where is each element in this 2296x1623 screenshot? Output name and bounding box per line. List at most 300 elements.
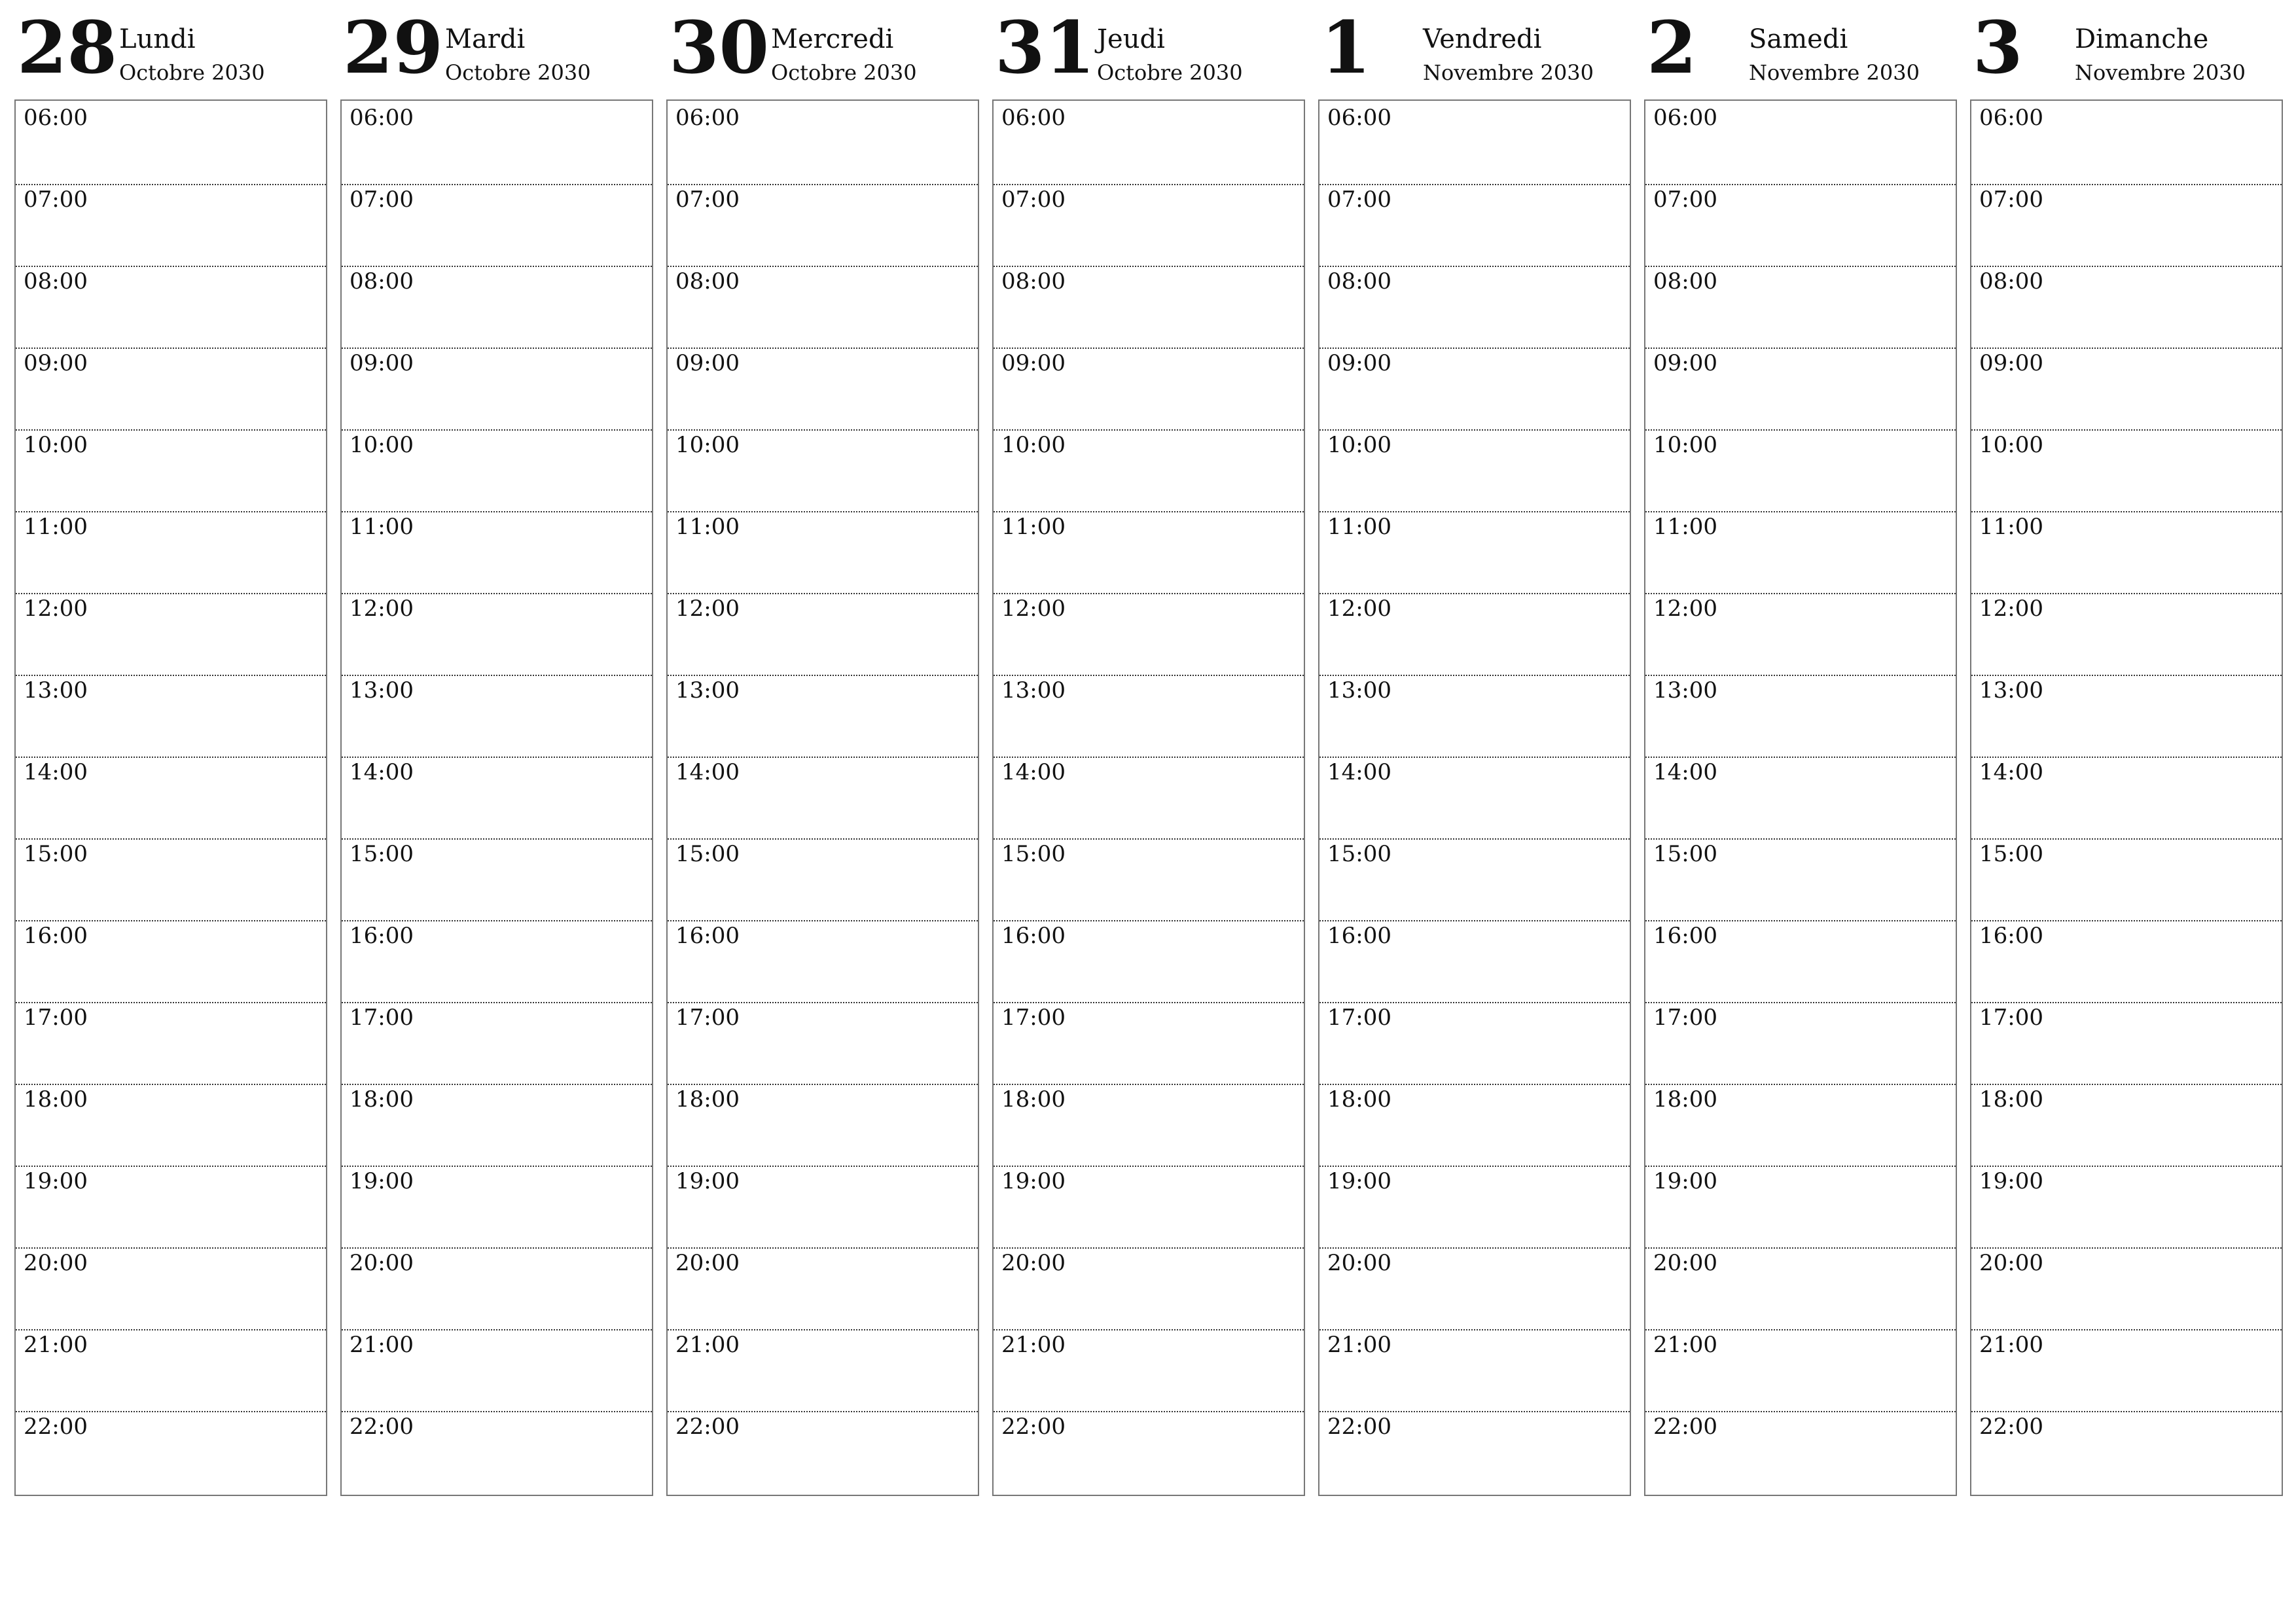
time-slot[interactable] — [342, 102, 652, 184]
time-slot[interactable] — [16, 184, 326, 266]
time-slot[interactable] — [16, 1411, 326, 1493]
time-slot[interactable] — [342, 511, 652, 593]
time-slot[interactable] — [16, 511, 326, 593]
slot-time-label: 16:00 — [350, 923, 414, 949]
slot-divider — [1971, 1247, 2282, 1249]
slot-time-label: 18:00 — [1653, 1086, 1717, 1113]
time-slot[interactable] — [342, 920, 652, 1002]
slot-time-label: 20:00 — [1653, 1250, 1717, 1276]
slot-time-label: 15:00 — [675, 841, 740, 867]
time-slot[interactable] — [994, 1166, 1304, 1247]
day-number: 29 — [343, 5, 444, 90]
time-slot[interactable] — [994, 757, 1304, 838]
time-slot[interactable] — [1319, 429, 1630, 511]
slot-divider — [1319, 1084, 1630, 1085]
time-slot[interactable] — [1971, 1411, 2282, 1493]
slot-divider — [1971, 757, 2282, 758]
slot-divider — [1319, 511, 1630, 512]
time-slot[interactable] — [1971, 102, 2282, 184]
slot-time-label: 22:00 — [1979, 1414, 2043, 1440]
slot-time-label: 17:00 — [1979, 1005, 2043, 1031]
slot-divider — [1971, 511, 2282, 512]
slot-time-label: 06:00 — [1327, 105, 1391, 131]
slot-divider — [994, 266, 1304, 267]
slot-time-label: 13:00 — [1979, 677, 2043, 704]
time-slot[interactable] — [668, 1084, 978, 1166]
slot-divider — [1319, 348, 1630, 349]
slot-divider — [1971, 1411, 2282, 1412]
time-slot[interactable] — [1971, 1084, 2282, 1166]
time-slot[interactable] — [1645, 184, 1956, 266]
slot-divider — [342, 1411, 652, 1412]
slot-divider — [16, 920, 326, 921]
slot-time-label: 10:00 — [1327, 432, 1391, 458]
time-slot[interactable] — [342, 1084, 652, 1166]
time-slot[interactable] — [1645, 1411, 1956, 1493]
slot-time-label: 10:00 — [1001, 432, 1066, 458]
time-slot[interactable] — [16, 1084, 326, 1166]
time-slot[interactable] — [668, 593, 978, 675]
slot-time-label: 08:00 — [1979, 268, 2043, 294]
slot-time-label: 11:00 — [1653, 514, 1717, 540]
slot-divider — [668, 429, 978, 431]
slot-time-label: 18:00 — [350, 1086, 414, 1113]
time-slot[interactable] — [1645, 1329, 1956, 1411]
time-slot[interactable] — [1645, 429, 1956, 511]
slot-time-label: 18:00 — [24, 1086, 88, 1113]
time-slot[interactable] — [342, 838, 652, 920]
time-slot[interactable] — [1645, 920, 1956, 1002]
time-slot[interactable] — [994, 511, 1304, 593]
time-slot[interactable] — [668, 1247, 978, 1329]
slot-divider — [16, 1166, 326, 1167]
day-number: 1 — [1321, 5, 1371, 90]
day-schedule-box[interactable] — [1644, 99, 1957, 1496]
slot-time-label: 13:00 — [1001, 677, 1066, 704]
slot-time-label: 19:00 — [675, 1168, 740, 1194]
time-slot[interactable] — [1319, 348, 1630, 429]
slot-divider — [16, 429, 326, 431]
day-schedule-box[interactable] — [1318, 99, 1631, 1496]
time-slot[interactable] — [994, 429, 1304, 511]
slot-time-label: 12:00 — [1327, 596, 1391, 622]
slot-time-label: 22:00 — [675, 1414, 740, 1440]
time-slot[interactable] — [1971, 757, 2282, 838]
time-slot[interactable] — [1645, 675, 1956, 757]
time-slot[interactable] — [668, 102, 978, 184]
slot-time-label: 09:00 — [350, 350, 414, 376]
slot-divider — [994, 184, 1304, 185]
time-slot[interactable] — [342, 266, 652, 348]
slot-time-label: 17:00 — [1327, 1005, 1391, 1031]
slot-divider — [1319, 266, 1630, 267]
slot-time-label: 22:00 — [1327, 1414, 1391, 1440]
slot-divider — [16, 511, 326, 512]
slot-time-label: 22:00 — [350, 1414, 414, 1440]
time-slot[interactable] — [1971, 838, 2282, 920]
slot-time-label: 06:00 — [1979, 105, 2043, 131]
slot-divider — [668, 1002, 978, 1003]
time-slot[interactable] — [16, 1166, 326, 1247]
time-slot[interactable] — [1319, 1084, 1630, 1166]
slot-divider — [1319, 1166, 1630, 1167]
time-slot[interactable] — [668, 757, 978, 838]
time-slot[interactable] — [1645, 511, 1956, 593]
time-slot[interactable] — [668, 1166, 978, 1247]
time-slot[interactable] — [1645, 1002, 1956, 1084]
slot-divider — [1645, 1002, 1956, 1003]
slot-divider — [342, 184, 652, 185]
slot-divider — [342, 920, 652, 921]
slot-divider — [668, 920, 978, 921]
slot-divider — [1319, 920, 1630, 921]
slot-time-label: 09:00 — [24, 350, 88, 376]
slot-time-label: 13:00 — [350, 677, 414, 704]
slot-divider — [1971, 184, 2282, 185]
day-name: Mardi — [445, 24, 526, 54]
slot-divider — [16, 1002, 326, 1003]
slot-divider — [1645, 593, 1956, 594]
slot-time-label: 21:00 — [1001, 1332, 1066, 1358]
time-slot[interactable] — [1645, 266, 1956, 348]
time-slot[interactable] — [994, 675, 1304, 757]
time-slot[interactable] — [342, 757, 652, 838]
time-slot[interactable] — [1319, 1411, 1630, 1493]
slot-divider — [16, 1329, 326, 1330]
slot-divider — [994, 1166, 1304, 1167]
time-slot[interactable] — [668, 511, 978, 593]
slot-time-label: 12:00 — [24, 596, 88, 622]
slot-time-label: 18:00 — [675, 1086, 740, 1113]
slot-divider — [668, 266, 978, 267]
time-slot[interactable] — [668, 1329, 978, 1411]
slot-time-label: 21:00 — [1327, 1332, 1391, 1358]
slot-divider — [1971, 1166, 2282, 1167]
day-month: Novembre 2030 — [1749, 60, 1920, 85]
slot-time-label: 12:00 — [675, 596, 740, 622]
time-slot[interactable] — [1971, 1329, 2282, 1411]
time-slot[interactable] — [1645, 1084, 1956, 1166]
time-slot[interactable] — [342, 1002, 652, 1084]
slot-divider — [668, 1329, 978, 1330]
time-slot[interactable] — [1319, 1329, 1630, 1411]
day-schedule-box[interactable] — [340, 99, 653, 1496]
slot-divider — [1319, 675, 1630, 676]
slot-divider — [994, 1247, 1304, 1249]
slot-time-label: 14:00 — [1327, 759, 1391, 785]
time-slot[interactable] — [994, 1084, 1304, 1166]
time-slot[interactable] — [994, 1411, 1304, 1493]
time-slot[interactable] — [668, 184, 978, 266]
slot-divider — [668, 757, 978, 758]
time-slot[interactable] — [342, 675, 652, 757]
time-slot[interactable] — [1319, 102, 1630, 184]
time-slot[interactable] — [668, 348, 978, 429]
time-slot[interactable] — [1971, 1002, 2282, 1084]
slot-time-label: 07:00 — [1979, 187, 2043, 213]
time-slot[interactable] — [1319, 593, 1630, 675]
time-slot[interactable] — [16, 593, 326, 675]
time-slot[interactable] — [342, 429, 652, 511]
time-slot[interactable] — [1971, 184, 2282, 266]
slot-time-label: 22:00 — [1001, 1414, 1066, 1440]
slot-time-label: 12:00 — [1001, 596, 1066, 622]
slot-divider — [16, 348, 326, 349]
slot-time-label: 12:00 — [1979, 596, 2043, 622]
slot-divider — [1645, 1084, 1956, 1085]
slot-time-label: 10:00 — [24, 432, 88, 458]
time-slot[interactable] — [16, 429, 326, 511]
day-header — [340, 0, 653, 99]
day-number: 3 — [1973, 5, 2023, 90]
slot-time-label: 11:00 — [1327, 514, 1391, 540]
slot-time-label: 06:00 — [1653, 105, 1717, 131]
slot-divider — [342, 429, 652, 431]
time-slot[interactable] — [342, 1411, 652, 1493]
slot-time-label: 15:00 — [1653, 841, 1717, 867]
time-slot[interactable] — [1319, 1247, 1630, 1329]
slot-time-label: 14:00 — [350, 759, 414, 785]
time-slot[interactable] — [1645, 1247, 1956, 1329]
time-slot[interactable] — [668, 266, 978, 348]
time-slot[interactable] — [994, 266, 1304, 348]
time-slot[interactable] — [16, 920, 326, 1002]
time-slot[interactable] — [342, 593, 652, 675]
time-slot[interactable] — [994, 1329, 1304, 1411]
slot-time-label: 08:00 — [675, 268, 740, 294]
slot-divider — [994, 1411, 1304, 1412]
time-slot[interactable] — [1971, 348, 2282, 429]
slot-divider — [668, 184, 978, 185]
time-slot[interactable] — [342, 348, 652, 429]
time-slot[interactable] — [994, 348, 1304, 429]
time-slot[interactable] — [16, 675, 326, 757]
slot-divider — [16, 1411, 326, 1412]
slot-divider — [994, 429, 1304, 431]
slot-divider — [16, 266, 326, 267]
slot-time-label: 13:00 — [675, 677, 740, 704]
time-slot[interactable] — [994, 838, 1304, 920]
time-slot[interactable] — [1319, 1166, 1630, 1247]
time-slot[interactable] — [1971, 593, 2282, 675]
time-slot[interactable] — [994, 102, 1304, 184]
slot-time-label: 20:00 — [1979, 1250, 2043, 1276]
slot-divider — [668, 511, 978, 512]
slot-time-label: 08:00 — [24, 268, 88, 294]
time-slot[interactable] — [1971, 266, 2282, 348]
time-slot[interactable] — [1971, 429, 2282, 511]
time-slot[interactable] — [668, 838, 978, 920]
slot-time-label: 06:00 — [1001, 105, 1066, 131]
time-slot[interactable] — [342, 1247, 652, 1329]
day-name: Vendredi — [1423, 24, 1542, 54]
time-slot[interactable] — [342, 184, 652, 266]
time-slot[interactable] — [1319, 675, 1630, 757]
slot-time-label: 07:00 — [1653, 187, 1717, 213]
slot-divider — [1645, 920, 1956, 921]
slot-time-label: 11:00 — [1001, 514, 1066, 540]
slot-divider — [1645, 348, 1956, 349]
time-slot[interactable] — [994, 1002, 1304, 1084]
slot-time-label: 06:00 — [350, 105, 414, 131]
day-schedule-box[interactable] — [666, 99, 979, 1496]
slot-divider — [1645, 184, 1956, 185]
time-slot[interactable] — [1319, 184, 1630, 266]
time-slot[interactable] — [1319, 511, 1630, 593]
time-slot[interactable] — [668, 675, 978, 757]
day-month: Octobre 2030 — [1097, 60, 1243, 85]
slot-time-label: 17:00 — [1001, 1005, 1066, 1031]
slot-time-label: 06:00 — [24, 105, 88, 131]
time-slot[interactable] — [16, 1329, 326, 1411]
time-slot[interactable] — [1645, 757, 1956, 838]
time-slot[interactable] — [668, 429, 978, 511]
slot-time-label: 08:00 — [350, 268, 414, 294]
slot-time-label: 11:00 — [350, 514, 414, 540]
slot-time-label: 09:00 — [1001, 350, 1066, 376]
slot-time-label: 11:00 — [24, 514, 88, 540]
time-slot[interactable] — [1971, 920, 2282, 1002]
time-slot[interactable] — [1645, 593, 1956, 675]
slot-time-label: 13:00 — [1653, 677, 1717, 704]
slot-time-label: 19:00 — [1653, 1168, 1717, 1194]
time-slot[interactable] — [16, 348, 326, 429]
slot-divider — [994, 1002, 1304, 1003]
time-slot[interactable] — [668, 1002, 978, 1084]
time-slot[interactable] — [1319, 920, 1630, 1002]
slot-time-label: 21:00 — [1653, 1332, 1717, 1358]
slot-time-label: 08:00 — [1327, 268, 1391, 294]
slot-time-label: 15:00 — [24, 841, 88, 867]
time-slot[interactable] — [994, 920, 1304, 1002]
slot-divider — [994, 757, 1304, 758]
time-slot[interactable] — [1971, 1166, 2282, 1247]
time-slot[interactable] — [994, 184, 1304, 266]
time-slot[interactable] — [1645, 102, 1956, 184]
time-slot[interactable] — [1971, 1247, 2282, 1329]
slot-divider — [1971, 675, 2282, 676]
time-slot[interactable] — [994, 593, 1304, 675]
slot-divider — [668, 838, 978, 840]
slot-divider — [994, 593, 1304, 594]
slot-divider — [1971, 348, 2282, 349]
slot-time-label: 16:00 — [1653, 923, 1717, 949]
slot-divider — [668, 675, 978, 676]
slot-time-label: 19:00 — [1979, 1168, 2043, 1194]
time-slot[interactable] — [668, 920, 978, 1002]
slot-divider — [668, 1411, 978, 1412]
slot-time-label: 20:00 — [350, 1250, 414, 1276]
slot-time-label: 14:00 — [1653, 759, 1717, 785]
day-header — [1318, 0, 1631, 99]
slot-time-label: 19:00 — [350, 1168, 414, 1194]
time-slot[interactable] — [16, 1002, 326, 1084]
slot-divider — [994, 920, 1304, 921]
slot-time-label: 17:00 — [24, 1005, 88, 1031]
time-slot[interactable] — [668, 1411, 978, 1493]
slot-time-label: 18:00 — [1327, 1086, 1391, 1113]
slot-time-label: 22:00 — [1653, 1414, 1717, 1440]
day-number: 30 — [669, 5, 770, 90]
slot-time-label: 11:00 — [675, 514, 740, 540]
slot-time-label: 19:00 — [1327, 1168, 1391, 1194]
time-slot[interactable] — [16, 838, 326, 920]
time-slot[interactable] — [1319, 1002, 1630, 1084]
day-schedule-box[interactable] — [992, 99, 1305, 1496]
time-slot[interactable] — [16, 757, 326, 838]
time-slot[interactable] — [16, 1247, 326, 1329]
time-slot[interactable] — [1319, 838, 1630, 920]
slot-time-label: 09:00 — [1327, 350, 1391, 376]
slot-time-label: 07:00 — [1327, 187, 1391, 213]
day-header — [14, 0, 327, 99]
day-number: 31 — [995, 5, 1096, 90]
slot-time-label: 15:00 — [1327, 841, 1391, 867]
slot-time-label: 14:00 — [1001, 759, 1066, 785]
slot-time-label: 15:00 — [1001, 841, 1066, 867]
slot-divider — [994, 1084, 1304, 1085]
slot-time-label: 07:00 — [350, 187, 414, 213]
time-slot[interactable] — [1971, 675, 2282, 757]
day-name: Lundi — [119, 24, 196, 54]
time-slot[interactable] — [342, 1166, 652, 1247]
slot-time-label: 18:00 — [1001, 1086, 1066, 1113]
day-schedule-box[interactable] — [1970, 99, 2283, 1496]
slot-divider — [1971, 920, 2282, 921]
time-slot[interactable] — [1645, 348, 1956, 429]
slot-divider — [342, 757, 652, 758]
time-slot[interactable] — [994, 1247, 1304, 1329]
slot-time-label: 20:00 — [24, 1250, 88, 1276]
slot-divider — [1645, 675, 1956, 676]
slot-time-label: 14:00 — [24, 759, 88, 785]
time-slot[interactable] — [1319, 266, 1630, 348]
time-slot[interactable] — [16, 102, 326, 184]
day-name: Jeudi — [1097, 24, 1165, 54]
slot-time-label: 13:00 — [24, 677, 88, 704]
slot-divider — [994, 1329, 1304, 1330]
slot-divider — [342, 511, 652, 512]
day-month: Octobre 2030 — [771, 60, 917, 85]
day-header — [666, 0, 979, 99]
slot-time-label: 15:00 — [350, 841, 414, 867]
slot-time-label: 16:00 — [1327, 923, 1391, 949]
slot-time-label: 06:00 — [675, 105, 740, 131]
day-number: 28 — [17, 5, 118, 90]
slot-divider — [16, 184, 326, 185]
slot-divider — [16, 1084, 326, 1085]
slot-divider — [342, 348, 652, 349]
time-slot[interactable] — [342, 1329, 652, 1411]
slot-divider — [1645, 838, 1956, 840]
slot-divider — [16, 1247, 326, 1249]
slot-time-label: 08:00 — [1001, 268, 1066, 294]
slot-time-label: 09:00 — [1979, 350, 2043, 376]
time-slot[interactable] — [16, 266, 326, 348]
time-slot[interactable] — [1645, 838, 1956, 920]
day-schedule-box[interactable] — [14, 99, 327, 1496]
time-slot[interactable] — [1645, 1166, 1956, 1247]
time-slot[interactable] — [1319, 757, 1630, 838]
day-header — [1644, 0, 1957, 99]
slot-time-label: 22:00 — [24, 1414, 88, 1440]
slot-time-label: 07:00 — [675, 187, 740, 213]
slot-time-label: 12:00 — [350, 596, 414, 622]
slot-time-label: 21:00 — [350, 1332, 414, 1358]
day-month: Octobre 2030 — [445, 60, 591, 85]
time-slot[interactable] — [1971, 511, 2282, 593]
slot-divider — [342, 1166, 652, 1167]
